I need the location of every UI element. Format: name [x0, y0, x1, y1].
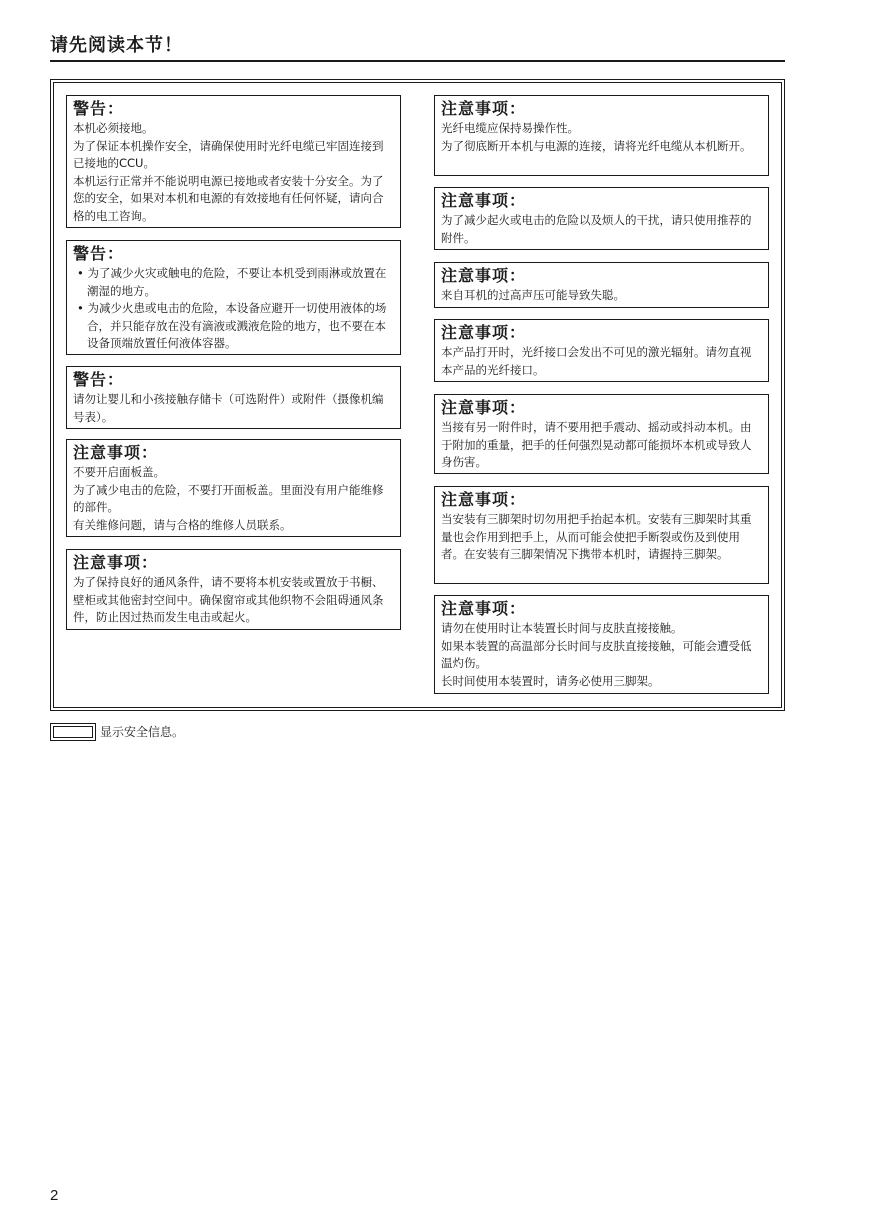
caution-title: 注意事项：	[441, 323, 527, 342]
page-number: 2	[50, 1187, 59, 1204]
caution-title: 注意事项：	[73, 443, 159, 462]
warning-text: 本机必须接地。	[73, 121, 154, 135]
caution-text: 不要开启面板盖。	[73, 465, 165, 479]
caution-text: 为了保持良好的通风条件，请不要将本机安装或置放于书橱、壁柜或其他密封空间中。确保窗帘或其他织物不会阻碍通风条件，防止因过热而发生电击或起火。	[73, 575, 384, 624]
warning-bullet: • 为了减少火灾或触电的危险，不要让本机受到雨淋或放置在潮湿的地方。	[77, 266, 387, 298]
caution-text: 为了减少起火或电击的危险以及烦人的干扰，请只使用推荐的附件。	[441, 213, 752, 245]
caution-box-fiber-cable	[434, 95, 769, 176]
caution-text: 来自耳机的过高声压可能导致失聪。	[441, 288, 625, 302]
warning-box-moisture	[66, 240, 401, 355]
caution-title: 注意事项：	[441, 599, 527, 618]
caution-title: 注意事项：	[441, 398, 527, 417]
caution-text: 有关维修问题，请与合格的维修人员联系。	[73, 517, 292, 532]
caution-box-accessories	[434, 187, 769, 250]
caution-title: 注意事项：	[441, 99, 527, 118]
caution-box-skin-contact	[434, 595, 769, 694]
caution-text: 为了彻底断开本机与电源的连接，请将光纤电缆从本机断开。	[441, 138, 752, 153]
caution-box-handle-shaking	[434, 394, 769, 474]
safety-legend-icon	[50, 723, 96, 741]
warning-box-grounding	[66, 95, 401, 228]
title-divider	[50, 60, 785, 62]
caution-text: 请勿在使用时让本装置长时间与皮肤直接接触。	[441, 621, 683, 635]
caution-text: 如果本装置的高温部分长时间与皮肤直接接触，可能会遭受低温灼伤。	[441, 638, 752, 670]
caution-text: 长时间使用本装置时，请务必使用三脚架。	[441, 673, 660, 688]
warning-bullet: • 为减少火患或电击的危险，本设备应避开一切使用液体的场合，并只能存放在没有滴液或溅液危险的地方，也不要在本设备顶端放置任何液体容器。	[77, 301, 387, 350]
warning-title: 警告：	[73, 244, 125, 263]
caution-text: 光纤电缆应保持易操作性。	[441, 121, 579, 135]
warning-title: 警告：	[73, 99, 125, 118]
caution-text: 本产品打开时，光纤接口会发出不可见的激光辐射。请勿直视本产品的光纤接口。	[441, 345, 752, 377]
warning-text: 本机运行正常并不能说明电源已接地或者安装十分安全。为了您的安全，如果对本机和电源的有效接地有任何怀疑，请向合格的电工咨询。	[73, 173, 384, 223]
warning-box-children	[66, 366, 401, 429]
caution-box-panel-cover	[66, 439, 401, 537]
caution-box-headphones	[434, 262, 769, 308]
caution-title: 注意事项：	[73, 553, 159, 572]
warning-text: 请勿让婴儿和小孩接触存储卡（可选附件）或附件（摄像机编号表）。	[73, 392, 384, 424]
caution-text: 当接有另一附件时，请不要用把手震动、摇动或抖动本机。由于附加的重量，把手的任何强烈晃动都可能损坏本机或导致人身伤害。	[441, 420, 752, 469]
caution-text: 为了减少电击的危险，不要打开面板盖。里面没有用户能维修的部件。	[73, 482, 384, 514]
page-title: 请先阅读本节！	[50, 35, 183, 56]
safety-legend-text: 显示安全信息。	[100, 725, 185, 739]
caution-title: 注意事项：	[441, 266, 527, 285]
caution-box-tripod-lifting	[434, 486, 769, 584]
caution-box-laser	[434, 319, 769, 382]
warning-text: 为了保证本机操作安全，请确保使用时光纤电缆已牢固连接到已接地的CCU。	[73, 138, 384, 170]
caution-title: 注意事项：	[441, 490, 527, 509]
caution-box-ventilation	[66, 549, 401, 630]
caution-title: 注意事项：	[441, 191, 527, 210]
warning-title: 警告：	[73, 370, 125, 389]
caution-text: 当安装有三脚架时切勿用把手抬起本机。安装有三脚架时其重量也会作用到把手上，从而可能会使把手断裂或伤及到使用者。在安装有三脚架情况下携带本机时，请握持三脚架。	[441, 512, 752, 561]
